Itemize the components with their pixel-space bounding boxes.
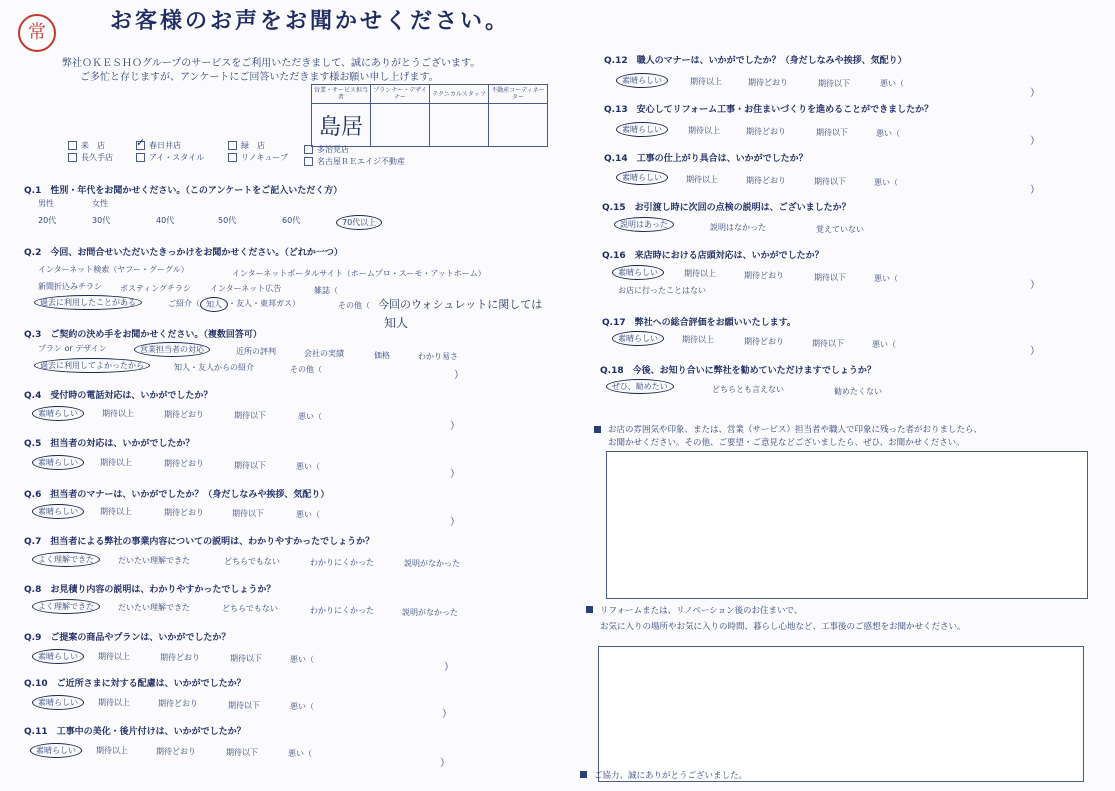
q6-close-paren: ） <box>450 517 460 528</box>
store-kasugai[interactable]: ✓ 春日井店 <box>136 140 181 151</box>
q11-option-excellent[interactable]: 素晴らしい <box>30 743 82 758</box>
checkbox[interactable] <box>304 145 313 154</box>
seal-stamp: 常 <box>18 14 56 52</box>
q12-option-above[interactable]: 期待以上 <box>690 77 722 86</box>
q18-label: Q.18 今後、お知り合いに弊社を勧めていただけますでしょうか？ <box>600 366 876 376</box>
q11-label: Q.11 工事中の美化・後片付けは、いかがでしたか？ <box>24 727 246 737</box>
q3-option-reputation[interactable]: 近所の評判 <box>236 347 276 356</box>
q1-option-male[interactable]: 男性 <box>38 199 54 208</box>
q14-option-as-expected[interactable]: 期待どおり <box>746 176 786 185</box>
q13-option-bad[interactable]: 悪い（ <box>876 129 900 138</box>
q14-option-above[interactable]: 期待以上 <box>686 175 718 184</box>
q3-option-other[interactable]: その他（ <box>290 365 322 374</box>
q12-label: Q.12 職人のマナーは、いかがでしたか？（身だしなみや挨拶、気配り） <box>604 56 907 66</box>
q14-close-paren: ） <box>1030 185 1040 196</box>
q5-option-as-expected[interactable]: 期待どおり <box>164 459 204 468</box>
comment2-prompt-line1: リフォームまたは、リノベーション後のお住まいで、 <box>600 606 803 616</box>
bullet-square-icon <box>580 771 587 778</box>
q18-option-recommend[interactable]: ぜひ、勧めたい <box>606 379 674 394</box>
q9-label: Q.9 ご提案の商品やプランは、いかがでしたか？ <box>24 633 231 643</box>
staff-table <box>311 84 548 147</box>
q2-option-friend-tohogas[interactable]: ・友人・東邦ガス） <box>228 299 300 308</box>
q3-option-past-good[interactable]: 過去に利用してよかったから <box>34 358 150 373</box>
q7-option-neutral[interactable]: どちらでもない <box>224 557 280 566</box>
q14-option-bad[interactable]: 悪い（ <box>874 178 898 187</box>
q6-option-as-expected[interactable]: 期待どおり <box>164 508 204 517</box>
q12-option-below[interactable]: 期待以下 <box>818 79 850 88</box>
page-title: お客様のお声をお聞かせください。 <box>110 9 511 34</box>
q10-option-excellent[interactable]: 素晴らしい <box>32 695 84 710</box>
q1-age-50s[interactable]: 50代 <box>218 216 237 225</box>
q11-option-above[interactable]: 期待以上 <box>96 746 128 755</box>
q5-close-paren: ） <box>450 469 460 480</box>
q17-option-bad[interactable]: 悪い（ <box>872 340 896 349</box>
q18-option-not-recommend[interactable]: 勧めたくない <box>834 387 882 396</box>
q2-option-newspaper[interactable]: 新聞折込みチラシ <box>38 282 102 291</box>
staff-cell-technical[interactable] <box>430 104 489 147</box>
q14-option-below[interactable]: 期待以下 <box>814 177 846 186</box>
q4-option-bad[interactable]: 悪い（ <box>298 412 322 421</box>
comment1-prompt-line1: お店の雰囲気や印象、または、営業（サービス）担当者や職人で印象に残った者がおりましたら、 <box>608 425 983 435</box>
q6-option-above[interactable]: 期待以上 <box>100 507 132 516</box>
q5-option-excellent[interactable]: 素晴らしい <box>32 455 84 470</box>
q4-option-excellent[interactable]: 素晴らしい <box>32 406 84 421</box>
q13-label: Q.13 安心してリフォーム工事・お住まいづくりを進めることができましたか？ <box>604 105 934 115</box>
q6-option-bad[interactable]: 悪い（ <box>296 510 320 519</box>
q3-option-track-record[interactable]: 会社の実績 <box>304 349 344 358</box>
q9-option-below[interactable]: 期待以下 <box>230 654 262 663</box>
q8-option-mostly[interactable]: だいたい理解できた <box>118 603 190 612</box>
staff-header-sales: 営業・サービス担当者 <box>312 85 371 104</box>
bullet-square-icon <box>594 426 601 433</box>
q2-handwritten-note-2: 知人 <box>384 316 409 330</box>
q4-option-as-expected[interactable]: 期待どおり <box>164 410 204 419</box>
q2-label: Q.2 今回、お問合せいただいたきっかけをお聞かせください。（どれか一つ） <box>24 248 343 258</box>
q9-close-paren: ） <box>444 662 454 673</box>
q9-option-above[interactable]: 期待以上 <box>98 652 130 661</box>
checkbox[interactable] <box>228 153 237 162</box>
q7-label: Q.7 担当者による弊社の事業内容についての説明は、わかりやすかったでしょうか？ <box>24 537 375 547</box>
q10-option-below[interactable]: 期待以下 <box>228 701 260 710</box>
q12-option-excellent[interactable]: 素晴らしい <box>616 73 668 88</box>
q7-option-mostly[interactable]: だいたい理解できた <box>118 556 190 565</box>
q9-option-bad[interactable]: 悪い（ <box>290 655 314 664</box>
q3-option-friend-referral[interactable]: 知人・友人からの紹介 <box>174 363 254 372</box>
q5-option-below[interactable]: 期待以下 <box>234 461 266 470</box>
q13-option-as-expected[interactable]: 期待どおり <box>746 127 786 136</box>
q8-option-neutral[interactable]: どちらでもない <box>222 604 278 613</box>
q3-option-price[interactable]: 価格 <box>374 351 390 360</box>
q17-option-as-expected[interactable]: 期待どおり <box>744 337 784 346</box>
q3-close-paren: ） <box>454 370 464 381</box>
q7-option-none[interactable]: 説明がなかった <box>404 559 460 568</box>
checkbox[interactable] <box>68 141 77 150</box>
q12-option-as-expected[interactable]: 期待どおり <box>748 78 788 87</box>
q16-option-above[interactable]: 期待以上 <box>684 269 716 278</box>
q16-option-excellent[interactable]: 素晴らしい <box>612 265 664 280</box>
q9-option-as-expected[interactable]: 期待どおり <box>160 653 200 662</box>
q14-label: Q.14 工事の仕上がり具合は、いかがでしたか？ <box>604 154 808 164</box>
q5-option-above[interactable]: 期待以上 <box>100 458 132 467</box>
q1-age-60s[interactable]: 60代 <box>282 216 301 225</box>
q8-option-none[interactable]: 説明がなかった <box>402 608 458 617</box>
q10-option-as-expected[interactable]: 期待どおり <box>158 699 198 708</box>
comment1-textarea[interactable] <box>606 451 1088 599</box>
q2-option-web-ad[interactable]: インターネット広告 <box>210 284 282 293</box>
q2-option-magazine[interactable]: 雑誌（ <box>314 286 338 295</box>
q3-option-sales-staff[interactable]: 営業担当者の対応 <box>134 342 210 357</box>
q1-age-20s[interactable]: 20代 <box>38 216 57 225</box>
q16-option-below[interactable]: 期待以下 <box>814 273 846 282</box>
q12-option-bad[interactable]: 悪い（ <box>880 79 904 88</box>
q10-label: Q.10 ご近所さまに対する配慮は、いかがでしたか？ <box>24 679 246 689</box>
q1-age-30s[interactable]: 30代 <box>92 216 111 225</box>
q12-close-paren: ） <box>1030 88 1040 99</box>
q8-option-understood[interactable]: よく理解できた <box>32 599 100 614</box>
intro-line-2: ご多忙と存じますが、アンケートにご回答いただきます様お願い申し上げます。 <box>80 72 439 83</box>
q15-option-not-explained[interactable]: 説明はなかった <box>710 223 766 232</box>
q11-close-paren: ） <box>440 758 450 769</box>
staff-cell-realestate[interactable] <box>489 104 548 147</box>
q6-option-excellent[interactable]: 素晴らしい <box>32 504 84 519</box>
q3-option-plan-design[interactable]: プラン or デザイン <box>38 344 107 353</box>
q2-option-acquaintance[interactable]: 知人 <box>200 297 228 312</box>
q4-label: Q.4 受付時の電話対応は、いかがでしたか？ <box>24 391 213 401</box>
comment2-textarea[interactable] <box>598 646 1084 782</box>
q18-option-neutral[interactable]: どちらとも言えない <box>712 385 784 394</box>
q16-label: Q.16 来店時における店頭対応は、いかがでしたか？ <box>602 251 824 261</box>
q17-option-above[interactable]: 期待以上 <box>682 335 714 344</box>
store-tajimi[interactable]: 多治見店 <box>304 144 349 155</box>
q16-option-never-visited[interactable]: お店に行ったことはない <box>618 286 706 295</box>
q17-label: Q.17 弊社への総合評価をお願いいたします。 <box>602 318 796 328</box>
checkbox[interactable] <box>304 157 313 166</box>
store-istyle[interactable]: アイ・スタイル <box>136 152 204 163</box>
q3-option-clarity[interactable]: わかり易さ <box>418 352 458 361</box>
q13-close-paren: ） <box>1030 136 1040 147</box>
staff-signature: 島居 <box>318 114 363 140</box>
q13-option-excellent[interactable]: 素晴らしい <box>616 122 668 137</box>
q2-handwritten-note: 今回のウォシュレットに関しては <box>378 298 543 311</box>
q16-option-bad[interactable]: 悪い（ <box>874 274 898 283</box>
comment2-prompt-line2: お気に入りの場所やお気に入りの時間、暮らし心地など、工事後のご感想をお聞かせください。 <box>600 622 966 632</box>
q2-option-portal[interactable]: インターネットポータルサイト（ホームプロ・スーモ・アットホーム） <box>232 269 486 278</box>
q14-option-excellent[interactable]: 素晴らしい <box>616 170 668 185</box>
staff-header-realestate: 不動産コーディネーター <box>489 85 548 104</box>
q15-option-dont-remember[interactable]: 覚えていない <box>816 225 864 234</box>
store-raiten[interactable]: 来 店 <box>68 140 105 151</box>
q10-close-paren: ） <box>442 709 452 720</box>
q5-option-bad[interactable]: 悪い（ <box>296 462 320 471</box>
q16-option-as-expected[interactable]: 期待どおり <box>744 271 784 280</box>
store-nagakute[interactable]: 長久手店 <box>68 152 113 163</box>
q4-close-paren: ） <box>450 421 460 432</box>
q1-age-40s[interactable]: 40代 <box>156 216 175 225</box>
q11-option-as-expected[interactable]: 期待どおり <box>156 747 196 756</box>
q2-option-posting[interactable]: ポスティングチラシ <box>120 284 192 293</box>
checkbox[interactable] <box>136 153 145 162</box>
q11-option-bad[interactable]: 悪い（ <box>288 749 312 758</box>
q13-option-above[interactable]: 期待以上 <box>688 126 720 135</box>
q2-option-search[interactable]: インターネット検索（ヤフー・グーグル） <box>38 265 189 274</box>
q17-option-below[interactable]: 期待以下 <box>812 339 844 348</box>
store-renocube[interactable]: リノキューブ <box>228 152 288 163</box>
staff-header-technical: テクニカルスタッフ <box>430 85 489 104</box>
q15-label: Q.15 お引渡し時に次回の点検の説明は、ございましたか？ <box>602 203 851 213</box>
q16-close-paren: ） <box>1030 280 1040 291</box>
staff-header-planner: プランナー・デザイナー <box>371 85 430 104</box>
store-midori[interactable]: 緑 店 <box>228 140 265 151</box>
q2-option-past-use[interactable]: 過去に利用したことがある <box>34 295 142 310</box>
q4-option-above[interactable]: 期待以上 <box>102 409 134 418</box>
q6-option-below[interactable]: 期待以下 <box>232 509 264 518</box>
bullet-square-icon <box>586 606 593 613</box>
staff-cell-planner[interactable] <box>371 104 430 147</box>
store-nagoya-re[interactable]: 名古屋ＲＥエイジ不動産 <box>304 156 405 167</box>
checkbox[interactable] <box>228 141 237 150</box>
q2-option-referral[interactable]: ご紹介（ <box>168 299 200 308</box>
q15-option-explained[interactable]: 説明はあった <box>614 217 674 232</box>
q3-label: Q.3 ご契約の決め手をお聞かせください。（複数回答可） <box>24 330 262 340</box>
q1-option-female[interactable]: 女性 <box>92 199 108 208</box>
q9-option-excellent[interactable]: 素晴らしい <box>32 649 84 664</box>
q8-label: Q.8 お見積り内容の説明は、わかりやすかったでしょうか？ <box>24 585 276 595</box>
intro-line-1: 弊社ＯＫＥＳＨＯグループのサービスをご利用いただきまして、誠にありがとうございます。 <box>62 58 481 69</box>
staff-cell-sales[interactable] <box>312 104 371 147</box>
q13-option-below[interactable]: 期待以下 <box>816 128 848 137</box>
q6-label: Q.6 担当者のマナーは、いかがでしたか？（身だしなみや挨拶、気配り） <box>24 490 330 500</box>
q17-close-paren: ） <box>1030 346 1040 357</box>
q17-option-excellent[interactable]: 素晴らしい <box>612 331 664 346</box>
closing-message: ご協力、誠にありがとうございました。 <box>594 771 748 781</box>
q10-option-above[interactable]: 期待以上 <box>98 698 130 707</box>
q5-label: Q.5 担当者の対応は、いかがでしたか？ <box>24 439 195 449</box>
q1-age-70plus[interactable]: 70代以上 <box>336 215 382 230</box>
checkbox[interactable] <box>68 153 77 162</box>
q4-option-below[interactable]: 期待以下 <box>234 411 266 420</box>
q7-option-hard[interactable]: わかりにくかった <box>310 558 374 567</box>
q10-option-bad[interactable]: 悪い（ <box>290 702 314 711</box>
q2-option-other[interactable]: その他（ <box>338 301 370 310</box>
q7-option-understood[interactable]: よく理解できた <box>32 552 100 567</box>
q1-label: Q.1 性別・年代をお聞かせください。（このアンケートをご記入いただく方） <box>24 186 343 196</box>
q11-option-below[interactable]: 期待以下 <box>226 748 258 757</box>
comment1-prompt-line2: お聞かせください。その他、ご要望・ご意見などございましたら、ぜひ、お聞かせください。 <box>608 438 965 448</box>
checkbox-checked[interactable] <box>136 141 145 150</box>
q8-option-hard[interactable]: わかりにくかった <box>310 606 374 615</box>
